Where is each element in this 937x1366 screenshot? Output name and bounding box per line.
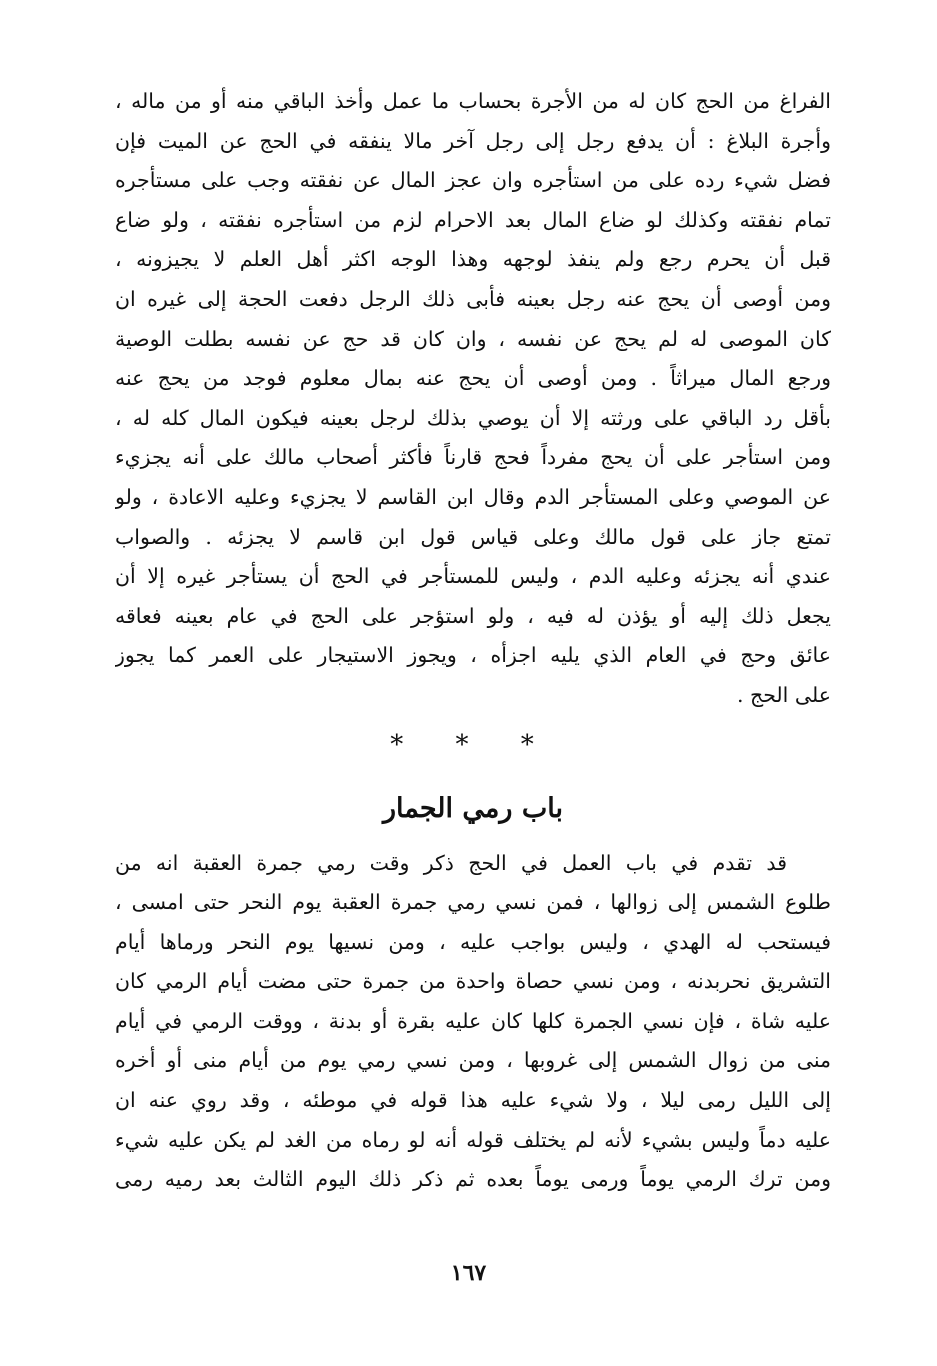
text-line: ومن أوصى أن يحج عنه رجل بعينه فأبى ذلك الرجل دفعت الحجة إلى غيره ان bbox=[115, 286, 831, 311]
text-line: كان الموصى له لم يحج عن نفسه ، وان كان قد حج عن نفسه بطلت الوصية bbox=[115, 326, 831, 351]
text-line: بأقل رد الباقي على ورثته إلا أن يوصي بذلك لرجل بعينه فيكون المال كله له ، bbox=[115, 405, 831, 430]
page-number: ١٦٧ bbox=[450, 1260, 487, 1286]
text-line: ومن ترك الرمي يوماً ورمى يوماً بعده ثم ذكر ذلك اليوم الثالث بعد رميه رمى bbox=[115, 1167, 831, 1192]
text-line: عائق وحج في العام الذي يليه اجزأه ، ويجوز الاستيجار على العمر كما يجوز bbox=[115, 643, 831, 668]
text-line: فيستحب له الهدي ، وليس بواجب عليه ، ومن نسيها يوم النحر ورماها أيام bbox=[115, 929, 831, 954]
book-page bbox=[115, 82, 831, 1322]
text-line: عليه دماً وليس بشيء لأنه لم يختلف قوله أنه لو رماه من الغد لم يكن عليه شيء bbox=[115, 1127, 831, 1152]
text-line: التشريق نحربدنه ، ومن نسي حصاة واحدة من جمرة حتى مضت أيام الرمي كان bbox=[115, 969, 831, 994]
paragraph-hajj-hire bbox=[115, 82, 831, 716]
text-line: ورجع المال ميراثاً . ومن أوصى أن يحج عنه بمال معلوم فوجد من يحج عنه bbox=[115, 366, 831, 391]
text-line: عندي أنه يجزئه وعليه الدم ، وليس للمستأجر في الحج أن يستأجر غيره إلا أن bbox=[115, 564, 831, 589]
text-line: ومن استأجر على أن يحج مفرداً فحج قارناً فأكثر أصحاب مالك على أنه يجزيء bbox=[115, 445, 831, 470]
section-title: باب رمي الجمار bbox=[383, 792, 563, 824]
paragraph-stoning bbox=[115, 844, 831, 1200]
text-line: تمتع جاز على قول مالك وعلى قياس قول ابن قاسم لا يجزئه . والصواب bbox=[115, 524, 831, 549]
text-line: الفراغ من الحج كان له من الأجرة بحساب ما عمل وأخذ الباقي منه أو من ماله ، bbox=[115, 89, 831, 113]
text-line: طلوع الشمس إلى زوالها ، فمن نسي رمي جمرة العقبة يوم النحر حتى امسى ، bbox=[115, 890, 831, 915]
text-line: عليه شاة ، فإن نسي الجمرة كلها كان عليه بقرة أو بدنة ، ووقت الرمي في أيام bbox=[115, 1008, 831, 1033]
text-line: فضل شيء رده على من استأجره وان عجز المال عن نفقته وجب على مستأجره bbox=[115, 168, 831, 193]
text-line: تمام نفقته وكذلك لو ضاع المال بعد الاحرام لزم من استأجره نفقته ، ولو ضاع bbox=[115, 207, 831, 232]
text-line: على الحج . bbox=[736, 682, 831, 707]
text-line: عن الموصي وعلى المستأجر الدم وقال ابن القاسم لا يجزيء وعليه الاعادة ، ولو bbox=[115, 484, 831, 509]
text-line: إلى الليل رمى ليلا ، ولا شيء عليه هذا قوله في موطئه ، وقد روي عنه ان bbox=[115, 1088, 831, 1113]
text-line: يجعل ذلك إليه أو يؤذن له فيه ، ولو استؤجر على الحج في عام بعينه فعاقه bbox=[115, 603, 831, 628]
text-line: قد تقدم في باب العمل في الحج ذكر وقت رمي جمرة العقبة انه من bbox=[115, 850, 787, 875]
text-line: قبل أن يحرم رجع ولم ينفذ لوجهه وهذا الوجه اكثر أهل العلم لا يجيزونه ، bbox=[115, 247, 831, 272]
text-line: منى من زوال الشمس إلى غروبها ، ومن نسي رمي يوم من أيام منى أو أخره bbox=[115, 1048, 831, 1073]
text-line: وأجرة البلاغ : أن يدفع رجل إلى رجل آخر مالا ينفقه في الحج عن الميت فإن bbox=[115, 128, 831, 153]
section-separator: * * * bbox=[390, 729, 556, 760]
